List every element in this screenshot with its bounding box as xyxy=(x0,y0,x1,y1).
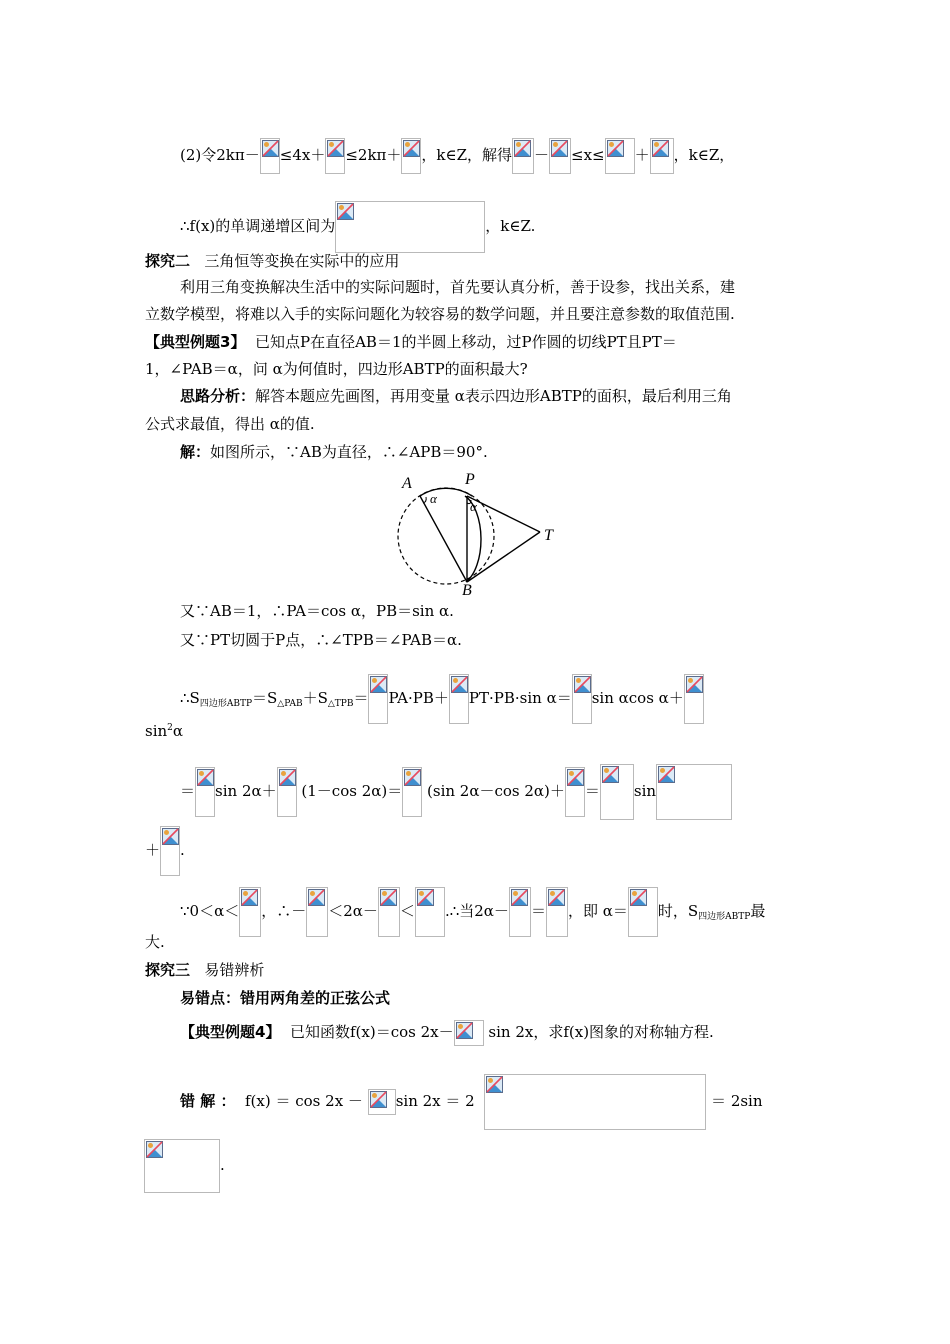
image-placeholder-icon xyxy=(658,766,675,783)
label-P: P xyxy=(465,471,475,488)
area-equation xyxy=(180,674,704,724)
formula-image xyxy=(335,201,485,253)
image-placeholder-icon xyxy=(197,769,214,786)
formula-image xyxy=(260,138,280,174)
formula-image xyxy=(600,764,634,820)
text-span: sin 2α＋ xyxy=(215,782,277,800)
analysis-label: 思路分析： xyxy=(180,387,256,405)
solution-step: 又∵AB＝1，∴PA＝cos α，PB＝sin α. xyxy=(180,602,454,620)
formula-image xyxy=(401,138,421,174)
interval-solution-line xyxy=(180,138,734,174)
text-span: 已知点P在直径AB＝1的半圆上移动，过P作圆的切线PT且PT＝ xyxy=(255,333,677,351)
text-span: ＜ xyxy=(399,902,415,920)
example-line: 1，∠PAB＝α，问 α为何值时，四边形ABTP的面积最大? xyxy=(145,360,528,378)
solution-line xyxy=(180,442,488,462)
section-heading xyxy=(145,251,399,271)
formula-image xyxy=(628,887,658,937)
formula-image xyxy=(415,887,445,937)
analysis-line xyxy=(180,386,732,406)
text-span: ，k∈Z， xyxy=(673,146,735,164)
text-span: sin 2x ＝ 2 xyxy=(395,1092,475,1110)
formula-image xyxy=(160,826,180,876)
text-span: PA·PB＋ xyxy=(388,689,449,707)
label-A: A xyxy=(402,475,412,492)
formula-image xyxy=(572,674,592,724)
formula-image xyxy=(484,1074,706,1130)
formula-image xyxy=(454,1020,484,1046)
section-text: 易错辨析 xyxy=(204,961,265,979)
subscript: 四边形ABTP xyxy=(199,699,253,709)
formula-image xyxy=(512,138,534,174)
label-B: B xyxy=(462,582,472,598)
image-placeholder-icon xyxy=(652,140,669,157)
range-line-continued: 大. xyxy=(145,933,165,951)
image-placeholder-icon xyxy=(262,140,279,157)
solution-step: 又∵PT切圆于P点，∴∠TPB＝∠PAB＝α. xyxy=(180,631,462,649)
text-span: ＋S xyxy=(302,689,328,707)
image-placeholder-icon xyxy=(337,203,354,220)
example-line xyxy=(145,332,677,352)
simplification-line xyxy=(180,764,732,820)
image-placeholder-icon xyxy=(551,140,568,157)
range-line xyxy=(180,887,765,937)
image-placeholder-icon xyxy=(327,140,344,157)
formula-image xyxy=(402,767,422,817)
text-span: 最 xyxy=(750,902,766,920)
section-title: 探究三 xyxy=(145,961,191,979)
subscript: 四边形ABTP xyxy=(698,912,751,922)
image-placeholder-icon xyxy=(514,140,531,157)
formula-image xyxy=(449,674,469,724)
error-point-heading: 易错点：错用两角差的正弦公式 xyxy=(180,989,391,1007)
text-span: ，即 α＝ xyxy=(567,902,628,920)
text-span: ∴f(x)的单调递增区间为 xyxy=(180,217,336,235)
text-span: ＋ xyxy=(145,841,161,859)
text-span: ＝ xyxy=(353,689,369,707)
example-line xyxy=(180,1020,714,1046)
example-label: 【典型例题4】 xyxy=(180,1023,281,1041)
text-span: ＋ xyxy=(634,146,650,164)
text-span: 解答本题应先画图，再用变量 α表示四边形ABTP的面积，最后利用三角 xyxy=(255,387,732,405)
subscript: △PAB xyxy=(277,699,303,709)
formula-image xyxy=(306,887,328,937)
formula-image xyxy=(325,138,345,174)
formula-image xyxy=(378,887,400,937)
image-placeholder-icon xyxy=(146,1141,163,1158)
image-placeholder-icon xyxy=(574,676,591,693)
formula-image xyxy=(195,767,215,817)
image-placeholder-icon xyxy=(486,1076,503,1093)
formula-image xyxy=(509,887,531,937)
wrong-solution-continued xyxy=(144,1139,225,1193)
formula-image xyxy=(239,887,261,937)
text-span: ≤2kπ＋ xyxy=(345,146,402,164)
text-span: ，k∈Z. xyxy=(485,217,536,235)
image-placeholder-icon xyxy=(567,769,584,786)
image-placeholder-icon xyxy=(456,1022,473,1039)
text-span: 如图所示，∵AB为直径，∴∠APB＝90°. xyxy=(210,443,488,461)
upper-arc xyxy=(420,488,472,496)
formula-image xyxy=(368,674,388,724)
text-span: ≤x≤ xyxy=(571,146,605,164)
example-label: 【典型例题3】 xyxy=(145,333,246,351)
image-placeholder-icon xyxy=(370,1091,387,1108)
image-placeholder-icon xyxy=(241,889,258,906)
text-span: sin xyxy=(145,722,168,740)
area-equation-continued xyxy=(145,718,183,741)
image-placeholder-icon xyxy=(308,889,325,906)
image-placeholder-icon xyxy=(380,889,397,906)
text-span: . xyxy=(180,841,185,859)
image-placeholder-icon xyxy=(630,889,647,906)
image-placeholder-icon xyxy=(279,769,296,786)
text-span: ＝ xyxy=(584,782,600,800)
image-placeholder-icon xyxy=(404,769,421,786)
image-placeholder-icon xyxy=(511,889,528,906)
text-span: sin αcos α＋ xyxy=(591,689,684,707)
increasing-interval-line xyxy=(180,201,535,253)
formula-image xyxy=(549,138,571,174)
text-span: f(x) ＝ cos 2x － xyxy=(245,1092,363,1110)
wrong-solution-line xyxy=(180,1074,763,1130)
text-span: 时，S xyxy=(657,902,699,920)
section-title: 探究二 xyxy=(145,252,191,270)
text-span: PT·PB·sin α＝ xyxy=(468,689,572,707)
wrong-label: 错 解 ： xyxy=(180,1092,236,1110)
formula-image xyxy=(565,767,585,817)
text-span: ＜2α－ xyxy=(328,902,378,920)
simplification-continued xyxy=(145,826,185,876)
formula-image xyxy=(656,764,732,820)
text-span: ＝ 2sin xyxy=(711,1092,763,1110)
text-span: sin 2x，求f(x)图象的对称轴方程. xyxy=(488,1023,714,1041)
text-span: ，∴－ xyxy=(261,902,307,920)
segment-AB xyxy=(420,496,467,582)
formula-image xyxy=(605,138,635,174)
formula-image xyxy=(684,674,704,724)
image-placeholder-icon xyxy=(602,766,619,783)
formula-image xyxy=(368,1089,396,1115)
text-span: (2)令2kπ－ xyxy=(180,146,260,164)
formula-image xyxy=(277,767,297,817)
text-span: ∴S xyxy=(180,689,200,707)
image-placeholder-icon xyxy=(162,828,179,845)
analysis-line: 公式求最值，得出 α的值. xyxy=(145,415,315,433)
text-span: . xyxy=(220,1156,225,1174)
formula-image xyxy=(650,138,674,174)
text-span: ∵0＜α＜ xyxy=(180,902,240,920)
section-text: 三角恒等变换在实际中的应用 xyxy=(204,252,400,270)
label-alpha-P: α xyxy=(470,499,477,514)
geometry-figure xyxy=(380,470,560,598)
subscript: △TPB xyxy=(327,699,354,709)
image-placeholder-icon xyxy=(686,676,703,693)
text-span: ＝S xyxy=(252,689,278,707)
image-placeholder-icon xyxy=(607,140,624,157)
text-span: sin xyxy=(633,782,657,800)
label-alpha-A: α xyxy=(430,491,437,506)
image-placeholder-icon xyxy=(548,889,565,906)
paragraph-line: 利用三角变换解决生活中的实际问题时，首先要认真分析，善于设参，找出关系，建 xyxy=(180,278,736,296)
text-span: － xyxy=(534,146,550,164)
label-T: T xyxy=(544,527,553,544)
segment-PT xyxy=(467,496,540,532)
image-placeholder-icon xyxy=(370,676,387,693)
text-span: .∴当2α－ xyxy=(444,902,509,920)
text-span: ＝ xyxy=(180,782,196,800)
text-span: ≤4x＋ xyxy=(279,146,326,164)
image-placeholder-icon xyxy=(417,889,434,906)
section-heading xyxy=(145,960,264,980)
image-placeholder-icon xyxy=(451,676,468,693)
solution-label: 解： xyxy=(180,443,211,461)
formula-image xyxy=(546,887,568,937)
text-span: ，k∈Z，解得 xyxy=(421,146,513,164)
text-span: (1－cos 2α)＝ xyxy=(301,782,403,800)
paragraph-line: 立数学模型，将难以入手的实际问题化为较容易的数学问题，并且要注意参数的取值范围. xyxy=(145,305,735,323)
image-placeholder-icon xyxy=(403,140,420,157)
segment-BT xyxy=(467,532,540,582)
formula-image xyxy=(144,1139,220,1193)
text-span: ＝ xyxy=(530,902,546,920)
text-span: 已知函数f(x)＝cos 2x－ xyxy=(290,1023,454,1041)
text-span: (sin 2α－cos 2α)＋ xyxy=(427,782,565,800)
text-span: α xyxy=(172,722,184,740)
superscript: 2 xyxy=(167,723,173,733)
